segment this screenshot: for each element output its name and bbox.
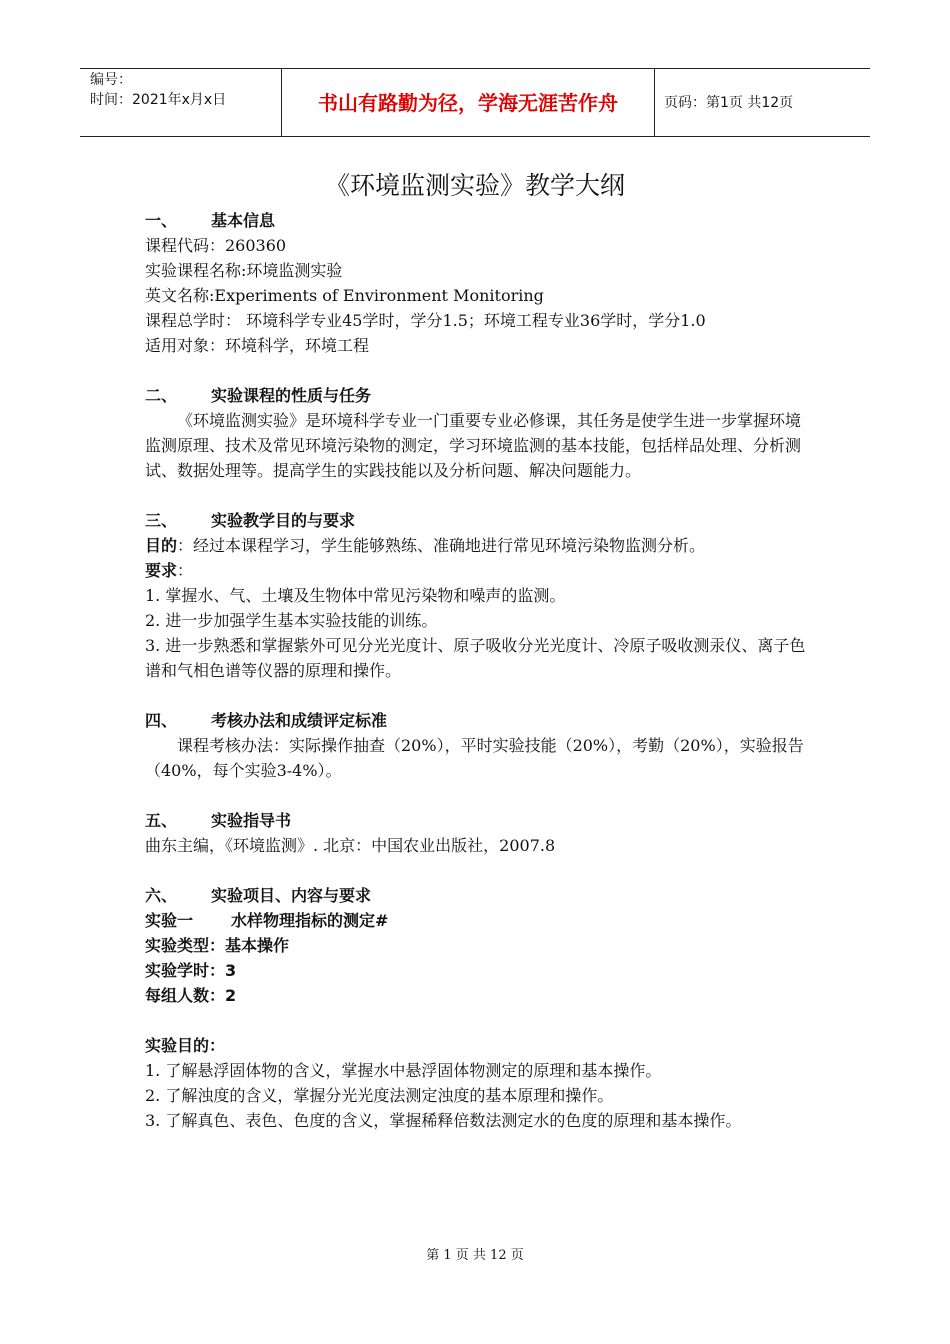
section-number: 六、 — [145, 886, 178, 905]
header-page-info: 页码：第1页 共12页 — [664, 95, 794, 111]
course-hours: 课程总学时： 环境科学专业45学时，学分1.5；环境工程专业36学时，学分1.0 — [145, 311, 706, 330]
section-heading-basic-info — [145, 208, 810, 233]
section-number: 一、 — [145, 211, 178, 230]
experiment-hours: 实验学时：3 — [145, 961, 237, 980]
english-name: 英文名称:Experiments of Environment Monitoring — [145, 286, 544, 305]
requirement-item: 2. 进一步加强学生基本实验技能的训练。 — [145, 611, 438, 630]
spacer — [145, 683, 810, 708]
objective-item: 1. 了解悬浮固体物的含义，掌握水中悬浮固体物测定的原理和基本操作。 — [145, 1061, 662, 1080]
page-footer: 第 1 页 共 12 页 — [426, 1248, 524, 1263]
spacer — [145, 1008, 810, 1033]
experiment-group-size: 每组人数：2 — [145, 986, 237, 1005]
guide-book-reference: 曲东主编，《环境监测》. 北京：中国农业出版社，2007.8 — [145, 836, 556, 855]
section-title: 基本信息 — [211, 211, 276, 230]
requirement-item: 3. 进一步熟悉和掌握紫外可见分光光度计、原子吸收分光光度计、冷原子吸收测汞仪、离子色谱和气相色谱等仪器的原理和操作。 — [145, 636, 806, 680]
objective-item: 2. 了解浊度的含义，掌握分光光度法测定浊度的基本原理和操作。 — [145, 1086, 614, 1105]
document-number-label: 编号： — [90, 72, 132, 88]
section-heading-goals — [145, 508, 810, 533]
section-number: 二、 — [145, 386, 178, 405]
header-bottom-rule — [80, 136, 870, 137]
requirements-label: 要求 — [145, 561, 178, 580]
section-heading-nature-tasks — [145, 383, 810, 408]
nature-tasks-paragraph: 《环境监测实验》是环境科学专业一门重要专业必修课，其任务是使学生进一步掌握环境监测原理、技术及常见环境污染物的测定，学习环境监测的基本技能，包括样品处理、分析测试、数据处理等。提高学生的实践技能以及分析问题、解决问题能力。 — [145, 411, 802, 480]
assessment-paragraph: 课程考核办法：实际操作抽查（20%），平时实验技能（20%），考勤（20%），实验报告（40%，每个实验3-4%）。 — [145, 736, 804, 780]
requirements-colon: ： — [177, 561, 194, 580]
objective-item: 3. 了解真色、表色、色度的含义，掌握稀释倍数法测定水的色度的原理和基本操作。 — [145, 1111, 742, 1130]
experiment-type: 实验类型：基本操作 — [145, 936, 290, 955]
experiment-name: 水样物理指标的测定# — [231, 911, 389, 930]
section-heading-guide-book — [145, 808, 810, 833]
document-time-label: 时间：2021年x月x日 — [90, 92, 227, 108]
header-meta — [90, 70, 226, 110]
section-title: 实验课程的性质与任务 — [211, 386, 372, 405]
course-name: 实验课程名称:环境监测实验 — [145, 261, 343, 280]
spacer — [145, 783, 810, 808]
section-heading-assessment — [145, 708, 810, 733]
section-number: 四、 — [145, 711, 178, 730]
experiment-label: 实验一 — [145, 911, 194, 930]
objectives-label: 实验目的： — [145, 1036, 226, 1055]
header-divider-right — [654, 68, 655, 136]
spacer — [145, 358, 810, 383]
section-number: 三、 — [145, 511, 178, 530]
section-number: 五、 — [145, 811, 178, 830]
spacer — [145, 858, 810, 883]
section-title: 考核办法和成绩评定标准 — [211, 711, 388, 730]
document-body — [145, 208, 810, 1133]
course-code: 课程代码：260360 — [145, 236, 287, 255]
experiment-title — [145, 908, 810, 933]
spacer — [145, 483, 810, 508]
section-title: 实验指导书 — [211, 811, 292, 830]
section-title: 实验项目、内容与要求 — [211, 886, 372, 905]
header-top-rule — [80, 68, 870, 69]
section-heading-experiments — [145, 883, 810, 908]
requirements-line — [145, 558, 810, 583]
target-audience: 适用对象：环境科学，环境工程 — [145, 336, 370, 355]
purpose-text: ：经过本课程学习，学生能够熟练、准确地进行常见环境污染物监测分析。 — [177, 536, 706, 555]
page-title: 《环境监测实验》教学大纲 — [324, 171, 625, 200]
requirement-item: 1. 掌握水、气、土壤及生物体中常见污染物和噪声的监测。 — [145, 586, 566, 605]
purpose-line — [145, 533, 810, 558]
section-title: 实验教学目的与要求 — [211, 511, 356, 530]
purpose-label: 目的 — [145, 536, 178, 555]
header-motto: 书山有路勤为径，学海无涯苦作舟 — [318, 91, 618, 115]
